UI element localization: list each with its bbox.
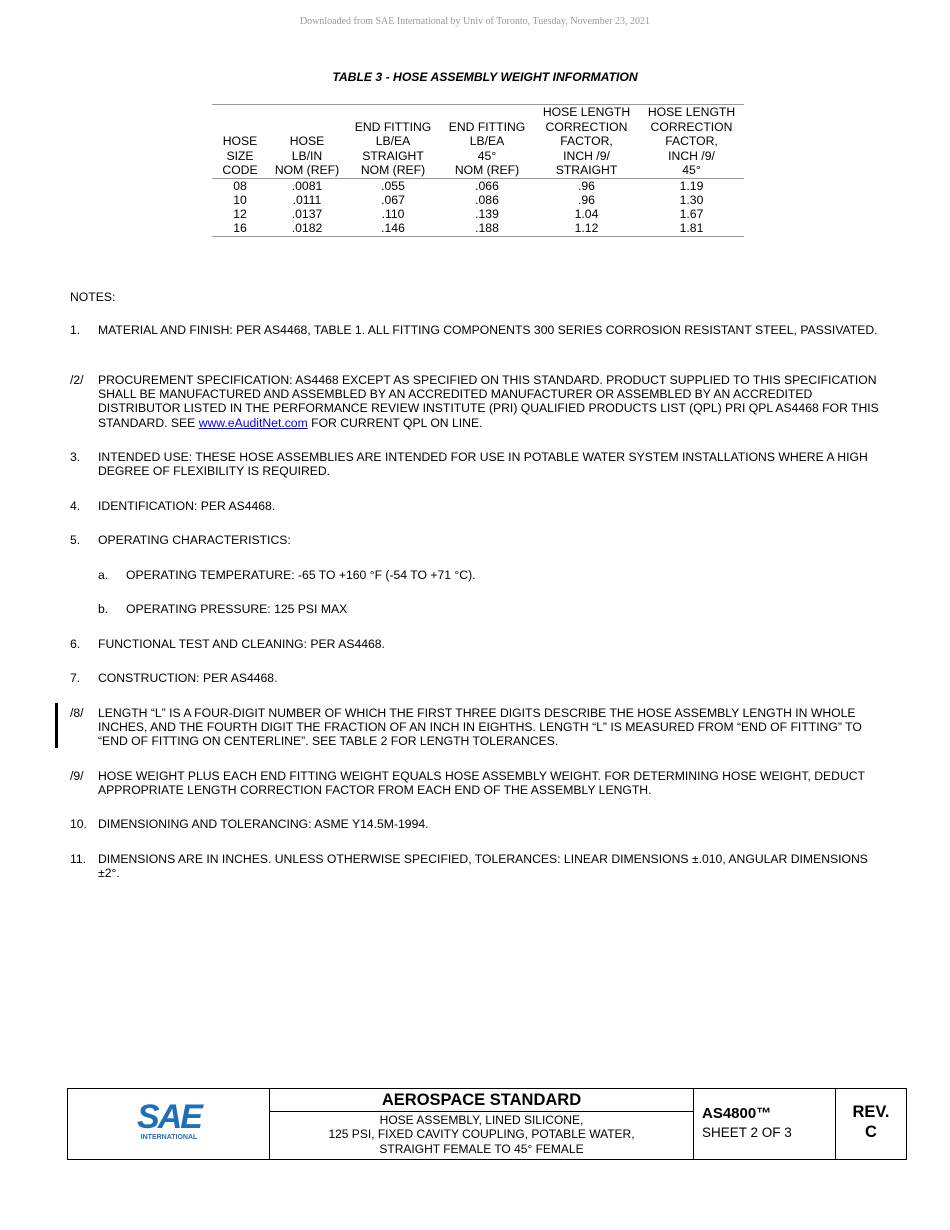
cell: .066 xyxy=(475,178,499,193)
note-text: INTENDED USE: THESE HOSE ASSEMBLIES ARE INTENDED FOR USE IN POTABLE WATER SYSTEM INSTALLATIONS WHERE A HIGH DEGREE OF FLEXIBILITY IS REQUIRED. xyxy=(98,450,868,479)
cell: .0111 xyxy=(292,192,322,207)
table-row xyxy=(212,193,744,207)
note-number: a. xyxy=(98,568,109,582)
cell: .146 xyxy=(346,221,440,236)
header-line: HOSE xyxy=(222,134,258,148)
cell: .96 xyxy=(578,192,595,207)
sae-logo-cell xyxy=(68,1089,270,1159)
header-line: HOSE xyxy=(289,134,325,148)
header-line: LB/IN xyxy=(291,148,323,163)
table-row xyxy=(212,178,744,193)
header-correction-straight xyxy=(534,105,639,179)
header-hose-size-code xyxy=(212,105,268,179)
note-8 xyxy=(70,706,880,749)
note-number: 4. xyxy=(70,499,81,513)
cell: 1.04 xyxy=(574,207,599,222)
note-text: OPERATING PRESSURE: 125 PSI MAX xyxy=(126,602,348,616)
note-number: /8/ xyxy=(70,706,84,720)
cell: .110 xyxy=(381,207,405,222)
revision-cell xyxy=(836,1089,906,1159)
cell: .086 xyxy=(475,192,499,207)
note-2 xyxy=(70,373,880,430)
header-line: INCH /9/ xyxy=(668,148,715,163)
cell: 1.81 xyxy=(639,221,744,236)
standard-title: AEROSPACE STANDARD xyxy=(270,1089,693,1112)
header-line: END FITTING xyxy=(448,119,526,134)
eauditnet-link[interactable]: www.eAuditNet.com xyxy=(198,415,308,430)
description-line: HOSE ASSEMBLY, LINED SILICONE, xyxy=(379,1113,584,1127)
document-number: AS4800™ xyxy=(702,1105,772,1122)
cell: 08 xyxy=(233,178,247,193)
table-title: TABLE 3 - HOSE ASSEMBLY WEIGHT INFORMATION xyxy=(332,70,638,84)
header-line: END FITTING xyxy=(354,119,432,134)
header-line: HOSE LENGTH xyxy=(647,105,736,119)
note-text xyxy=(98,373,880,430)
cell: .0182 xyxy=(268,221,346,236)
header-end-fitting-45 xyxy=(440,105,534,179)
note-text: OPERATING CHARACTERISTICS: xyxy=(98,533,291,547)
note-text: CONSTRUCTION: PER AS4468. xyxy=(98,671,278,685)
revision-change-bar xyxy=(55,703,58,748)
header-line: 45° xyxy=(682,163,701,177)
note-text: OPERATING TEMPERATURE: -65 TO +160 °F (-54 TO +71 °C). xyxy=(126,568,476,582)
cell: 12 xyxy=(233,207,247,222)
note-text: DIMENSIONING AND TOLERANCING: ASME Y14.5M-1994. xyxy=(98,817,429,831)
document-cell xyxy=(694,1089,836,1159)
revision-label: REV. xyxy=(852,1103,890,1121)
note-number: 7. xyxy=(70,671,81,685)
header-line: LB/EA xyxy=(375,134,411,148)
header-line: NOM (REF) xyxy=(274,163,340,177)
header-line: HOSE LENGTH xyxy=(542,105,631,119)
cell: .0137 xyxy=(291,207,323,222)
sae-logo-subtext: INTERNATIONAL xyxy=(140,1134,198,1141)
note-3 xyxy=(70,450,880,478)
note-9 xyxy=(70,769,880,797)
note-number: /9/ xyxy=(70,769,84,783)
revision-value: C xyxy=(865,1123,877,1141)
note-number: b. xyxy=(98,602,109,616)
header-line: FACTOR, xyxy=(560,134,613,148)
title-block xyxy=(67,1088,907,1160)
header-line: STRAIGHT xyxy=(362,148,424,163)
header-correction-45 xyxy=(639,105,744,179)
note-5b xyxy=(98,602,878,616)
cell: .96 xyxy=(578,178,595,193)
note-text: MATERIAL AND FINISH: PER AS4468, TABLE 1. ALL FITTING COMPONENTS 300 SERIES CORROSION RESISTANT STEEL, PASSIVATED. xyxy=(98,323,878,337)
note-11 xyxy=(70,852,880,880)
note-5 xyxy=(70,533,880,547)
description-line: STRAIGHT FEMALE TO 45° FEMALE xyxy=(379,1141,584,1156)
header-line: CORRECTION xyxy=(650,119,733,134)
cell: .055 xyxy=(381,178,405,193)
note-number: 6. xyxy=(70,637,81,651)
table-header-row xyxy=(212,105,744,179)
download-watermark: Downloaded from SAE International by Univ of Toronto, Tuesday, November 23, 2021 xyxy=(299,16,651,27)
header-line: SIZE xyxy=(226,148,254,163)
note-text: DIMENSIONS ARE IN INCHES. UNLESS OTHERWISE SPECIFIED, TOLERANCES: LINEAR DIMENSIONS ±.010, ANGULAR DIMENSIONS ±2°. xyxy=(98,852,868,881)
cell: .0081 xyxy=(291,178,323,193)
note-1 xyxy=(70,323,880,337)
table-row xyxy=(212,207,744,221)
note-text: LENGTH “L” IS A FOUR-DIGIT NUMBER OF WHICH THE FIRST THREE DIGITS DESCRIBE THE HOSE ASSEMBLY LENGTH IN WHOLE INCHES, AND THE FOURTH DIGIT THE FRACTION OF AN INCH IN EIGHTHS. LENGTH “L” IS MEASURED FROM “END OF FITTING” TO “END OF FITTING ON CENTERLINE”. SEE TABLE 2 FOR LENGTH TOLERANCES. xyxy=(98,706,862,749)
note-text-part: FOR CURRENT QPL ON LINE. xyxy=(307,415,483,430)
sae-logo-text: SAE xyxy=(137,1098,201,1136)
note-10 xyxy=(70,817,880,831)
cell: 1.19 xyxy=(679,178,704,193)
note-number: 5. xyxy=(70,533,81,547)
header-line: CORRECTION xyxy=(545,119,628,134)
note-text: IDENTIFICATION: PER AS4468. xyxy=(98,499,276,513)
note-4 xyxy=(70,499,880,513)
note-text-part: PROCUREMENT SPECIFICATION: AS4468 EXCEPT AS SPECIFIED ON THIS STANDARD. PRODUCT SUPPLIED TO THIS SPECIFICATION SHALL BE MANUFACTURED AND ASSEMBLED BY AN ACCREDITED MANUFACTURER OR ASSEMBLED BY AN ACCREDITED DISTRIBUTOR LISTED IN THE PERFORMANCE REVIEW INSTITUTE (PRI) QUALIFIED PRODUCTS LIST (QPL) PRI QPL AS4468 FOR THIS STANDARD. SEE xyxy=(98,373,879,430)
cell: 1.12 xyxy=(534,221,639,236)
note-number: 11. xyxy=(70,852,87,866)
header-line: NOM (REF) xyxy=(360,163,426,177)
header-line: STRAIGHT xyxy=(555,163,618,177)
header-line: 45° xyxy=(477,148,497,163)
note-7 xyxy=(70,671,880,685)
header-end-fitting-straight xyxy=(346,105,440,179)
header-line: FACTOR, xyxy=(665,134,718,148)
cell: .139 xyxy=(475,207,499,222)
sheet-number: SHEET 2 OF 3 xyxy=(702,1125,792,1140)
cell: 1.67 xyxy=(679,207,704,222)
header-line: CODE xyxy=(222,163,258,177)
note-number: 1. xyxy=(70,323,81,337)
standard-description xyxy=(270,1112,693,1156)
header-line: LB/EA xyxy=(469,134,505,148)
notes-heading: NOTES: xyxy=(70,290,116,304)
note-5a xyxy=(98,568,878,582)
cell: .067 xyxy=(381,192,405,207)
cell: 1.30 xyxy=(679,192,704,207)
header-line: NOM (REF) xyxy=(454,163,520,177)
note-number: /2/ xyxy=(70,373,84,387)
note-number: 3. xyxy=(70,450,81,464)
header-line: INCH /9/ xyxy=(563,148,610,163)
note-number: 10. xyxy=(70,817,87,831)
title-cell xyxy=(270,1089,694,1159)
hose-weight-table xyxy=(212,104,744,237)
description-line: 125 PSI, FIXED CAVITY COUPLING, POTABLE WATER, xyxy=(328,1127,635,1142)
sae-logo-icon xyxy=(134,1098,204,1142)
note-6 xyxy=(70,637,880,651)
cell: 16 xyxy=(212,221,268,236)
note-text: HOSE WEIGHT PLUS EACH END FITTING WEIGHT EQUALS HOSE ASSEMBLY WEIGHT. FOR DETERMINING HOSE WEIGHT, DEDUCT APPROPRIATE LENGTH CORRECTION FACTOR FROM EACH END OF THE ASSEMBLY LENGTH. xyxy=(98,769,865,798)
cell: .188 xyxy=(440,221,534,236)
note-text: FUNCTIONAL TEST AND CLEANING: PER AS4468. xyxy=(98,637,385,651)
table-row xyxy=(212,221,744,236)
cell: 10 xyxy=(233,192,247,207)
header-hose-lb-in xyxy=(268,105,346,179)
